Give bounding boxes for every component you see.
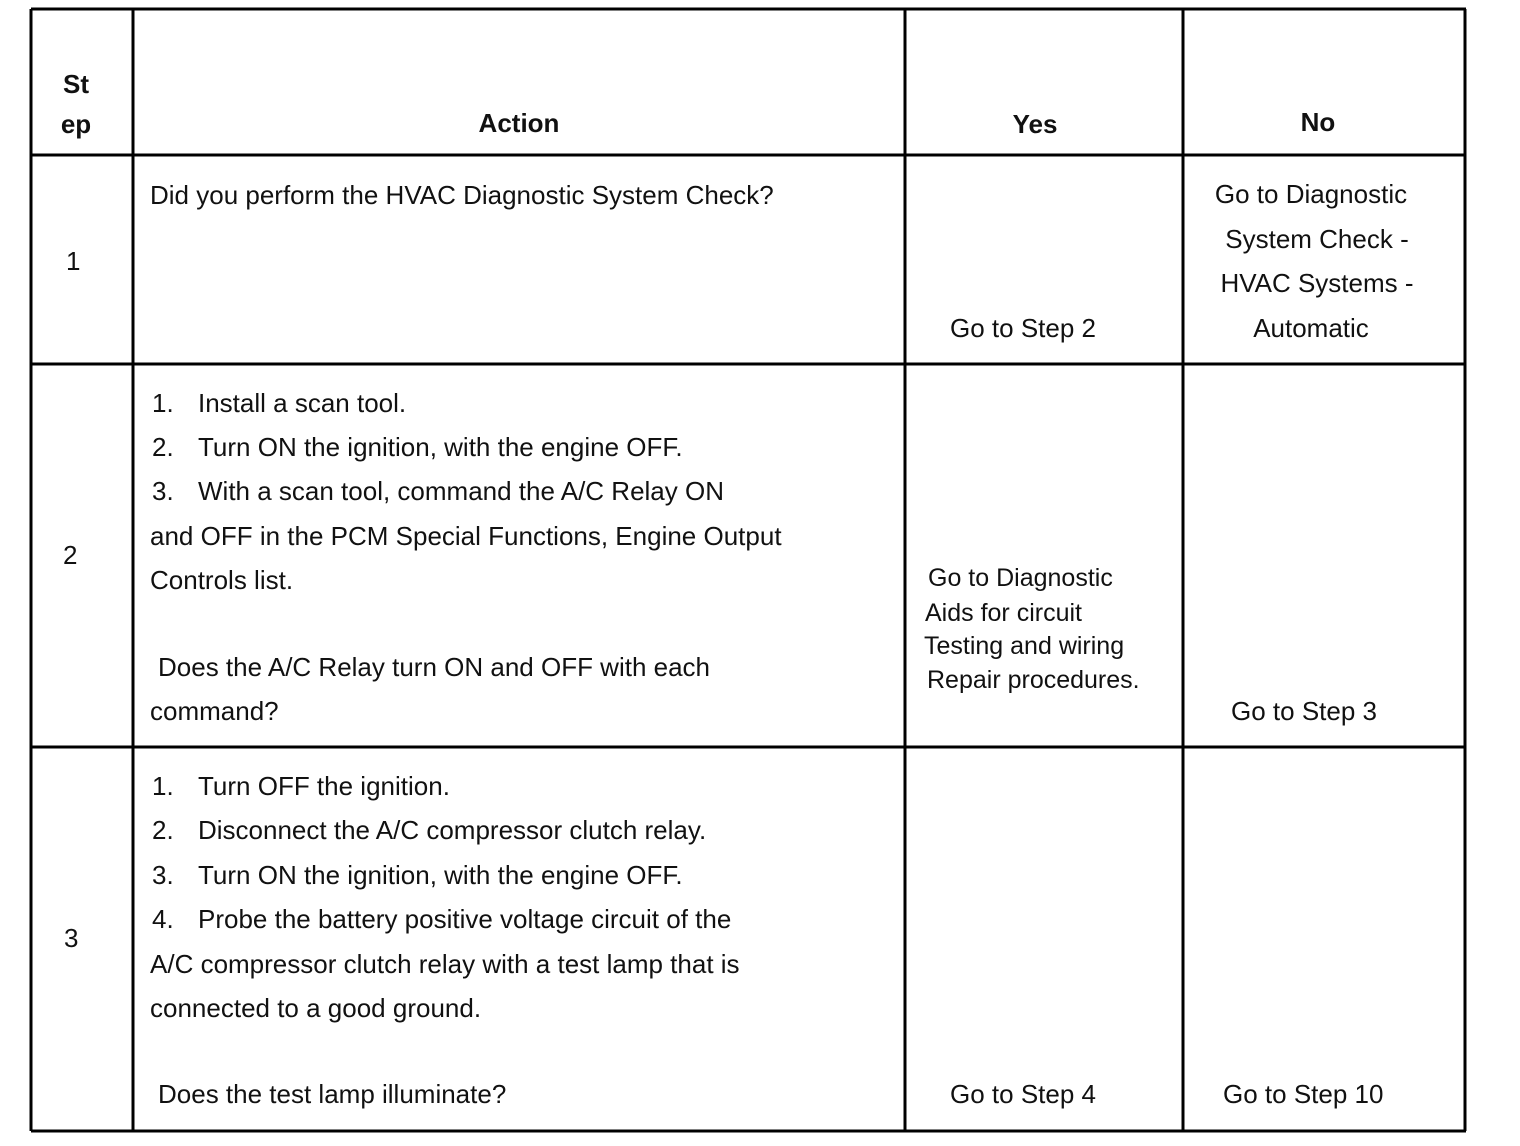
step-number: 3 (64, 923, 79, 953)
yes-result-line: Aids for circuit (925, 599, 1082, 627)
yes-result: Go to Step 4 (950, 1079, 1096, 1109)
no-result-line: Go to Diagnostic (1214, 179, 1408, 209)
list-item-text: With a scan tool, command the A/C Relay ON (198, 476, 724, 506)
no-result-line: Automatic (1253, 313, 1369, 343)
step-number: 1 (66, 246, 81, 276)
list-item-text: Disconnect the A/C compressor clutch relay. (198, 815, 707, 845)
action-continuation: Controls list. (150, 565, 294, 595)
list-item-text: Install a scan tool. (198, 388, 407, 418)
header-yes: Yes (1012, 109, 1058, 139)
yes-result-line: Go to Diagnostic (928, 564, 1113, 592)
action-question: Did you perform the HVAC Diagnostic System Check? (150, 180, 774, 210)
list-item-number: 2. (152, 432, 174, 462)
header-step-line1: St (63, 69, 89, 99)
list-item-number: 1. (152, 771, 174, 801)
step-number: 2 (63, 540, 78, 570)
no-result: Go to Step 3 (1231, 696, 1377, 726)
yes-result-line: Repair procedures. (927, 666, 1140, 694)
action-question: Does the test lamp illuminate? (158, 1079, 507, 1109)
list-item-text: Turn ON the ignition, with the engine OFF. (198, 432, 683, 462)
header-step-line2: ep (60, 109, 92, 139)
list-item-number: 3. (152, 476, 174, 506)
action-continuation: A/C compressor clutch relay with a test lamp that is (150, 949, 740, 979)
list-item-number: 3. (152, 860, 174, 890)
list-item-text: Turn ON the ignition, with the engine OFF. (198, 860, 683, 890)
list-item-text: Probe the battery positive voltage circuit of the (198, 904, 732, 934)
action-continuation: connected to a good ground. (150, 993, 482, 1023)
yes-result: Go to Step 2 (950, 313, 1096, 343)
no-result-line: System Check - (1225, 224, 1409, 254)
yes-result-line: Testing and wiring (924, 632, 1125, 660)
list-item-number: 4. (152, 904, 174, 934)
action-question: command? (150, 696, 279, 726)
no-result: Go to Step 10 (1223, 1079, 1384, 1109)
action-question: Does the A/C Relay turn ON and OFF with each (158, 652, 711, 682)
header-no: No (1300, 107, 1336, 137)
list-item-number: 1. (152, 388, 174, 418)
no-result-line: HVAC Systems - (1220, 268, 1414, 298)
list-item-number: 2. (152, 815, 174, 845)
list-item-text: Turn OFF the ignition. (198, 771, 450, 801)
action-continuation: and OFF in the PCM Special Functions, Engine Output (150, 521, 782, 551)
header-action: Action (478, 108, 560, 138)
